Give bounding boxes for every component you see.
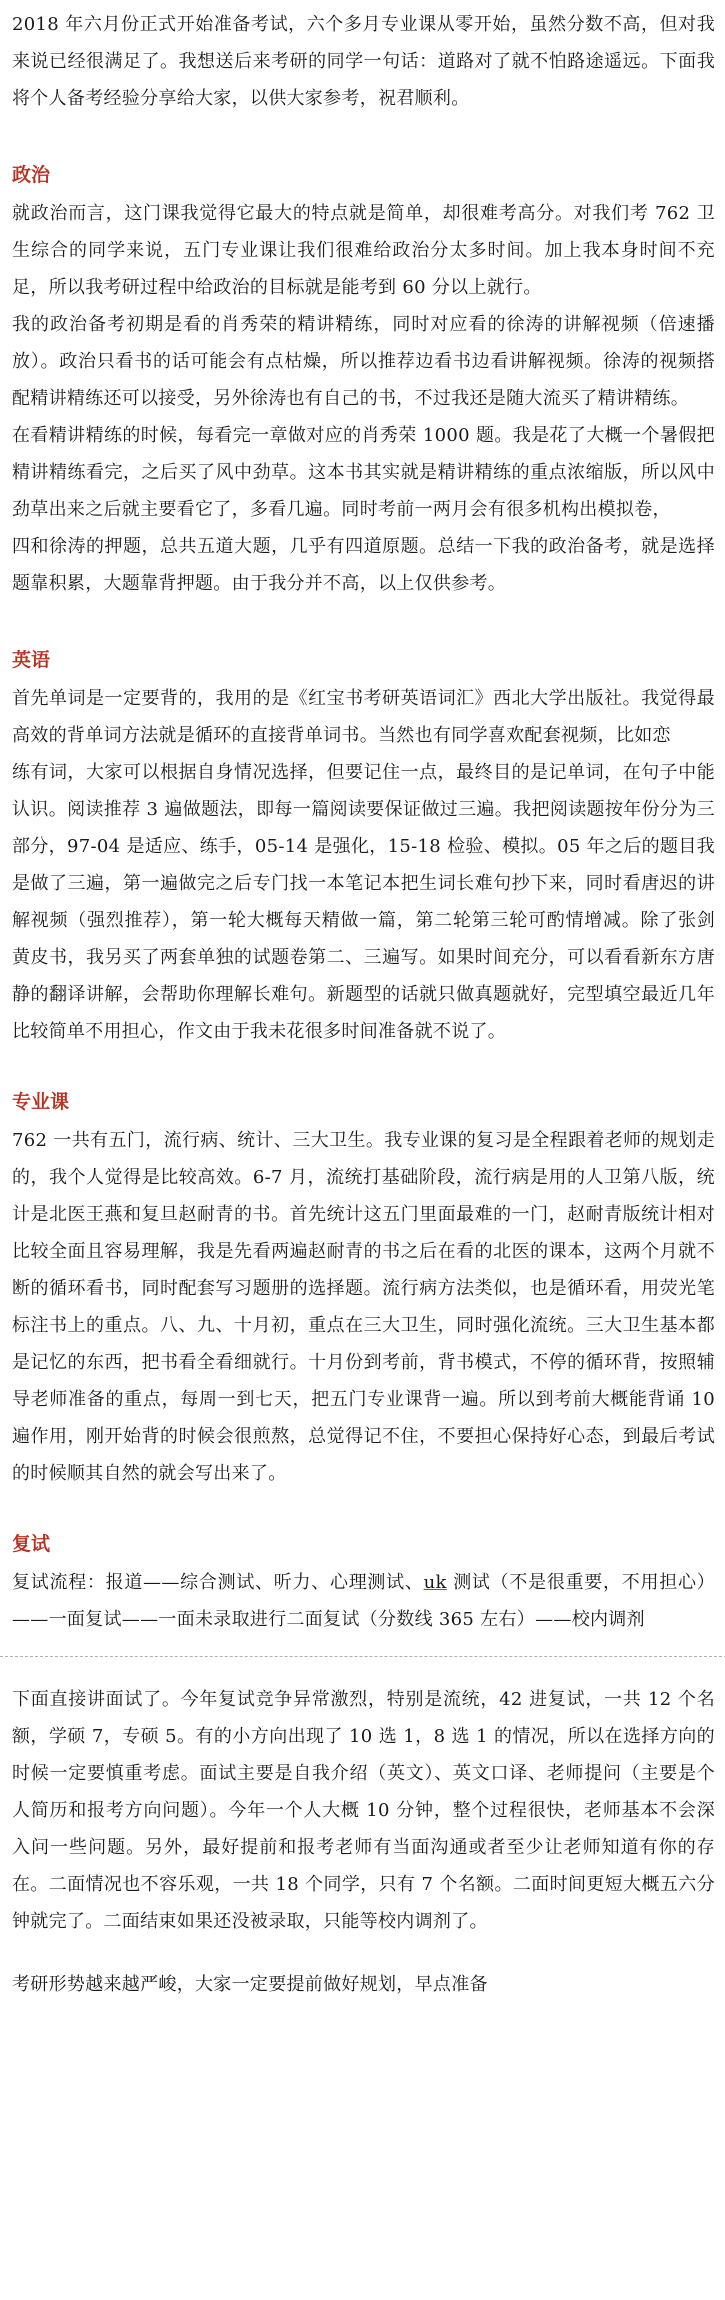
section-spacer	[12, 1492, 715, 1524]
politics-paragraph-1: 就政治而言，这门课我觉得它最大的特点就是简单，却很难考高分。对我们考 762 卫生综合的同学来说，五门专业课让我们很难给政治分太多时间。加上我本身时间不充足，所以我考研过程中给政治的目标就是能考到 60 分以上就行。	[12, 203, 715, 298]
retest-section	[12, 1524, 715, 2003]
retest-paragraph-1: 下面直接讲面试了。今年复试竞争异常激烈，特别是流统，42 进复试，一共 12 个名额，学硕 7，专硕 5。有的小方向出现了 10 选 1，8 选 1 的情况，所以在选择方向的时候一定要慎重考虑。面试主要是自我介绍（英文）、英文口译、老师提问（主要是个人简历和报考方向问题）。今年一个人大概 10 分钟，整个过程很快，老师基本不会深入问一些问题。另外，最好提前和报考老师有当面沟通或者至少让老师知道有你的存在。二面情况也不容乐观，一共 18 个同学，只有 7 个名额。二面时间更短大概五六分钟就完了。二面结束如果还没被录取，只能等校内调剂了。	[12, 1689, 715, 1932]
politics-section	[12, 155, 715, 602]
retest-process-rest: 测试（不是很重要，不用担心）——一面复试——一面未录取进行二面复试（分数线 365 左右）——校内调剂	[12, 1572, 715, 1630]
page-break-divider	[0, 1656, 725, 1657]
retest-heading: 复试	[12, 1533, 51, 1555]
politics-paragraph-4: 四和徐涛的押题，总共五道大题，几乎有四道原题。总结一下我的政治备考，就是选择题靠积累，大题靠背押题。由于我分并不高，以上仅供参考。	[12, 536, 715, 594]
politics-heading: 政治	[12, 164, 51, 186]
section-spacer	[12, 117, 715, 155]
uk-test-text: uk	[423, 1572, 447, 1593]
major-paragraph-1: 762 一共有五门，流行病、统计、三大卫生。我专业课的复习是全程跟着老师的规划走的，我个人觉得是比较高效。6-7 月，流统打基础阶段，流行病是用的人卫第八版，统计是北医王燕和复旦赵耐青的书。首先统计这五门里面最难的一门，赵耐青版统计相对比较全面且容易理解，我是先看两遍赵耐青的书之后在看的北医的课本，这两个月就不断的循环看书，同时配套写习题册的选择题。流行病方法类似，也是循环看，用荧光笔标注书上的重点。八、九、十月初，重点在三大卫生，同时强化流统。三大卫生基本都是记忆的东西，把书看全看细就行。十月份到考前，背书模式，不停的循环背，按照辅导老师准备的重点，每周一到七天，把五门专业课背一遍。所以到考前大概能背诵 10 遍作用，刚开始背的时候会很煎熬，总觉得记不住，不要担心保持好心态，到最后考试的时候顺其自然的就会写出来了。	[12, 1130, 715, 1484]
retest-process	[12, 1564, 715, 1638]
english-section	[12, 640, 715, 1050]
major-section	[12, 1082, 715, 1492]
politics-paragraph-3: 在看精讲精练的时候，每看完一章做对应的肖秀荣 1000 题。我是花了大概一个暑假把精讲精练看完，之后买了风中劲草。这本书其实就是精讲精练的重点浓缩版，所以风中劲草出来之后就主要看它了，多看几遍。同时考前一两月会有很多机构出模拟卷，	[12, 425, 715, 520]
major-heading: 专业课	[12, 1091, 70, 1113]
section-spacer	[12, 1940, 715, 1966]
english-paragraph-1: 首先单词是一定要背的，我用的是《红宝书考研英语词汇》西北大学出版社。我觉得最高效的背单词方法就是循环的直接背单词书。当然也有同学喜欢配套视频，比如恋	[12, 688, 715, 746]
english-paragraph-2: 练有词，大家可以根据自身情况选择，但要记住一点，最终目的是记单词，在句子中能认识。阅读推荐 3 遍做题法，即每一篇阅读要保证做过三遍。我把阅读题按年份分为三部分，97-04 是适应、练手，05-14 是强化，15-18 检验、模拟。05 年之后的题目我是做了三遍，第一遍做完之后专门找一本笔记本把生词长难句抄下来，同时看唐迟的讲解视频（强烈推荐），第一轮大概每天精做一篇，第二轮第三轮可酌情增减。除了张剑黄皮书，我另买了两套单独的试题卷第二、三遍写。如果时间充分，可以看看新东方唐静的翻译讲解，会帮助你理解长难句。新题型的话就只做真题就好，完型填空最近几年比较简单不用担心，作文由于我未花很多时间准备就不说了。	[12, 762, 715, 1042]
politics-paragraph-2: 我的政治备考初期是看的肖秀荣的精讲精练，同时对应看的徐涛的讲解视频（倍速播放）。政治只看书的话可能会有点枯燥，所以推荐边看书边看讲解视频。徐涛的视频搭配精讲精练还可以接受，另外徐涛也有自己的书，不过我还是随大流买了精讲精练。	[12, 314, 715, 409]
english-heading: 英语	[12, 649, 51, 671]
intro-paragraph: 2018 年六月份正式开始准备考试，六个多月专业课从零开始，虽然分数不高，但对我来说已经很满足了。我想送后来考研的同学一句话：道路对了就不怕路途遥远。下面我将个人备考经验分享给大家，以供大家参考，祝君顺利。	[12, 14, 715, 109]
section-spacer	[12, 602, 715, 640]
retest-process-label: 复试流程：报道——综合测试、听力、心理测试、	[12, 1572, 424, 1593]
section-spacer	[12, 1050, 715, 1082]
closing-paragraph: 考研形势越来越严峻，大家一定要提前做好规划，早点准备	[12, 1974, 488, 1995]
